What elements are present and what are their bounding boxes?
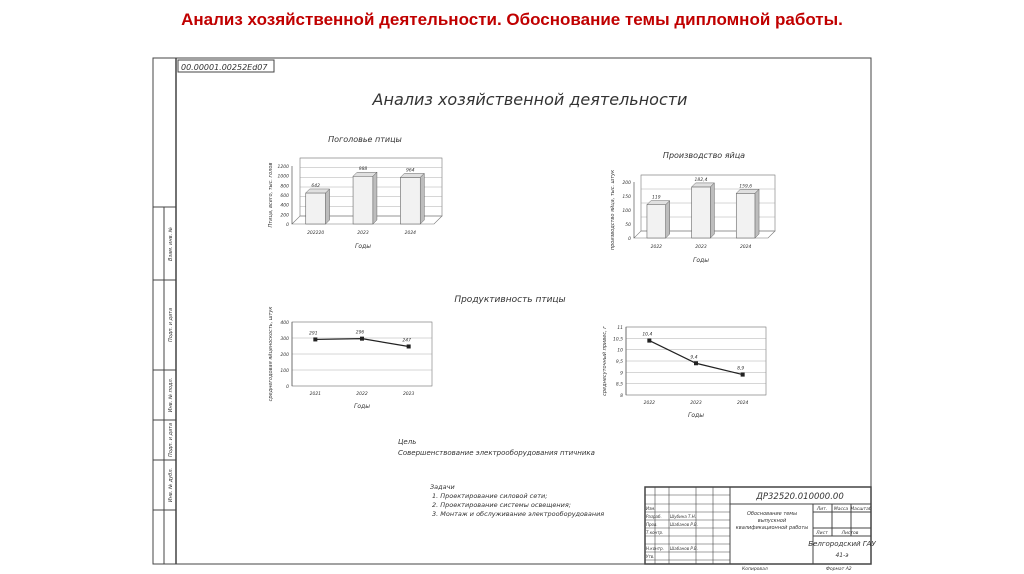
chart-bar [400, 177, 420, 224]
chart-data-label: 964 [406, 168, 415, 174]
chart-data-label: 296 [355, 330, 365, 336]
chart-y-tick: 9 [620, 371, 623, 377]
chart-data-label: 247 [402, 338, 411, 344]
corner-code: 00.00001.00252Ed07 [181, 63, 268, 72]
tb-name-0: Шубина Т.Н. [670, 514, 697, 519]
chart-x-tick: 2024 [739, 245, 752, 250]
chart-x-tick: 2023 [690, 401, 702, 406]
chart-daily-gain [602, 325, 766, 419]
goal-text: Совершенствование электрооборудования птичника [398, 449, 595, 457]
tb-role-0: Изм. [646, 506, 656, 511]
chart-data-label: 9,4 [690, 355, 698, 361]
chart-y-tick: 1000 [277, 174, 289, 180]
side-label-2: Подп. и дата [168, 307, 174, 343]
chart-y-tick: 800 [280, 184, 289, 190]
chart-y-tick: 0 [286, 385, 289, 390]
chart-data-label: 182,4 [694, 177, 708, 183]
chart-data-label: 291 [309, 331, 318, 337]
goal-label: Цель [398, 438, 417, 446]
chart-y-label: среднегодовая яйценоскость, штук [268, 306, 274, 402]
side-stamp [153, 207, 176, 564]
tb-description: Обоснование темы выпускной квалификационной работы [735, 511, 809, 531]
chart-bar-side [326, 189, 330, 224]
chart-y-tick: 200 [280, 353, 289, 358]
chart-y-tick: 0 [628, 237, 631, 242]
chart-y-tick: 10 [617, 348, 623, 354]
tb-name-2: Шабанов Р.В. [670, 546, 699, 551]
chart-x-tick: 2023 [695, 245, 707, 250]
tb-group: 41-э [835, 552, 849, 559]
chart-bar-side [373, 172, 377, 224]
chart-title: Производство яйца [662, 151, 746, 160]
chart-y-tick: 200 [280, 213, 289, 219]
chart-x-tick: 2023 [357, 231, 369, 236]
chart-x-tick: 2021 [309, 392, 322, 397]
chart-y-tick: 8,5 [615, 382, 623, 388]
chart-bar [306, 193, 326, 224]
chart-y-tick: 11 [617, 326, 623, 331]
chart-x-tick: 2022 [650, 245, 663, 250]
chart-x-tick: 202220 [307, 231, 325, 236]
chart-x-tick: 2024 [404, 231, 417, 236]
chart-bar [736, 193, 755, 238]
chart-x-label: Годы [355, 243, 371, 250]
chart-y-tick: 300 [280, 337, 289, 342]
chart-y-tick: 100 [622, 209, 631, 214]
copied-label: Копировал [742, 567, 768, 572]
tb-org: Белгородский ГАУ [808, 540, 876, 548]
drawing-title: Анализ хозяйственной деятельности [372, 90, 688, 109]
chart-bar [353, 176, 373, 224]
chart-title: Поголовье птицы [328, 135, 402, 144]
chart-point [694, 361, 698, 365]
chart-data-label: 159,6 [739, 184, 753, 190]
task-2: 2. Проектирование системы освещения; [432, 501, 571, 509]
chart-data-label: 119 [652, 195, 661, 201]
tb-role-3: Т.контр. [646, 530, 664, 535]
chart-y-label: производство яйца, тыс. штук [610, 169, 616, 251]
chart-data-label: 8,9 [737, 366, 745, 372]
task-1: 1. Проектирование силовой сети; [432, 492, 548, 500]
chart-point [741, 373, 745, 377]
task-3: 3. Монтаж и обслуживание электрооборудования [432, 510, 605, 518]
outer-frame [153, 58, 871, 564]
tb-col-scale: Масштаб [850, 507, 872, 512]
side-label-3: Инв. № подл. [168, 377, 174, 413]
chart-y-tick: 50 [625, 223, 631, 228]
chart-bar-side [710, 183, 714, 238]
chart-y-label: среднесуточный привес, г [602, 326, 608, 396]
chart-y-tick: 10,5 [612, 337, 623, 343]
side-label-1: Взам. инв. № [168, 227, 174, 261]
chart-point [313, 337, 317, 341]
chart-bar-side [755, 189, 759, 238]
chart-y-tick: 200 [622, 181, 631, 186]
chart-y-tick: 8 [620, 394, 623, 399]
side-label-5: Инв. № дубл. [168, 467, 174, 503]
tb-name-1: Шабанов Р.В. [670, 522, 699, 527]
chart-point [407, 344, 411, 348]
side-label-4: Подп. и дата [168, 422, 174, 458]
chart-x-tick: 2023 [402, 392, 415, 397]
chart-bar-side [666, 201, 670, 238]
chart-y-label: Птица, всего, тыс. голов [268, 162, 274, 228]
chart-bar-side [420, 173, 424, 224]
chart-y-tick: 600 [280, 194, 289, 199]
chart-x-tick: 2022 [356, 392, 368, 397]
chart-x-label: Годы [354, 403, 370, 410]
tb-role-5: Утв. [646, 554, 655, 559]
doc-code: ДР32520.010000.00 [756, 492, 844, 502]
tasks-label: Задачи [430, 483, 455, 491]
tb-role-1: Разраб. [646, 514, 662, 519]
chart-y-tick: 1200 [277, 165, 289, 170]
chart-egg-production [610, 151, 775, 264]
chart-bar [692, 187, 711, 238]
chart-y-tick: 400 [280, 203, 289, 209]
chart-x-label: Годы [693, 257, 709, 264]
chart-point [360, 337, 364, 341]
chart-y-tick: 9,5 [615, 360, 623, 365]
chart-poultry-stock [268, 135, 442, 250]
section-title: Продуктивность птицы [454, 295, 566, 305]
chart-point [647, 339, 651, 343]
chart-x-tick: 2024 [736, 401, 749, 406]
format-label: Формат А2 [826, 567, 852, 572]
chart-x-label: Годы [688, 412, 704, 419]
chart-x-tick: 2022 [643, 401, 656, 406]
tb-role-2: Пров. [646, 522, 658, 527]
chart-bar [647, 205, 666, 238]
chart-data-label: 988 [358, 167, 368, 173]
chart-y-tick: 0 [286, 223, 289, 228]
chart-egg-yield [268, 307, 432, 410]
chart-y-tick: 150 [622, 195, 631, 200]
chart-data-label: 642 [311, 183, 320, 189]
tb-col-mass: Масса [833, 507, 849, 512]
chart-y-tick: 400 [280, 321, 289, 326]
tb-sheets-label: Листов [841, 531, 859, 536]
tb-col-lit: Лит. [816, 507, 828, 512]
tb-role-4: Н.контр. [646, 546, 664, 551]
title-block [645, 487, 876, 564]
slide-title: Анализ хозяйственной деятельности. Обоснование темы дипломной работы. [181, 10, 843, 29]
chart-y-tick: 100 [280, 369, 289, 374]
tb-sheet-label: Лист [816, 531, 828, 536]
chart-data-label: 10,4 [642, 332, 653, 338]
